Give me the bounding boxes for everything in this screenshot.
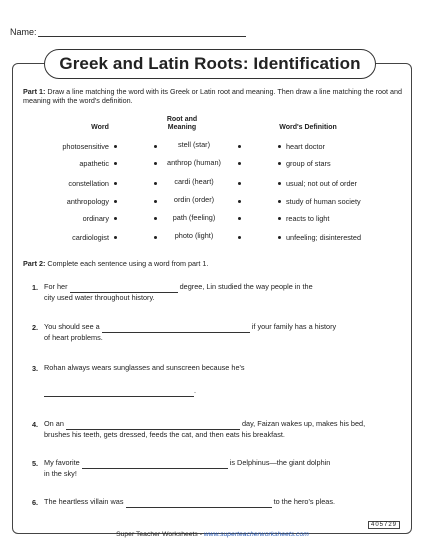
question-text: brushes his teeth, gets dressed, feeds the cat, and then eats his breakfast. <box>44 430 285 439</box>
part1-label: Part 1: <box>23 87 46 96</box>
question-5 <box>44 458 404 479</box>
part2-instructions-text: Complete each sentence using a word from part 1. <box>47 259 209 268</box>
question-text: of heart problems. <box>44 333 103 342</box>
word-item: apathetic <box>79 159 109 168</box>
question-number: 2. <box>32 323 39 332</box>
part1-instructions-text: Draw a line matching the word with its Greek or Latin root and meaning. Then draw a line matching the root and meaning with the word's definition. <box>23 87 403 106</box>
definition-item: unfeeling; disinterested <box>286 233 362 242</box>
question-number: 5. <box>32 459 39 468</box>
question-text: if your family has a history <box>251 322 337 331</box>
name-label: Name: <box>10 27 37 37</box>
answer-blank[interactable] <box>70 282 178 293</box>
word-item: constellation <box>68 179 109 188</box>
answer-blank[interactable] <box>102 322 250 333</box>
header-definition: Word's Definition <box>279 124 337 131</box>
answer-blank[interactable] <box>66 419 240 430</box>
part2-instructions <box>23 259 403 268</box>
question-number: 4. <box>32 420 39 429</box>
answer-blank[interactable] <box>126 497 272 508</box>
worksheet-code: 405729 <box>368 521 400 529</box>
question-text: in the sky! <box>44 469 77 478</box>
footer-brand: Super Teacher Worksheets - <box>116 531 204 538</box>
word-item: ordinary <box>82 214 109 223</box>
title-banner <box>44 49 376 79</box>
question-3 <box>44 363 404 373</box>
definition-item: usual; not out of order <box>286 179 357 188</box>
question-text: is Delphinus—the giant dolphin <box>229 458 331 467</box>
question-text: On an <box>44 419 64 428</box>
header-root: Root and Meaning <box>166 116 198 131</box>
word-item: cardiologist <box>72 233 109 242</box>
question-1 <box>44 282 404 303</box>
question-text: city used water throughout history. <box>44 293 155 302</box>
question-4 <box>44 419 409 440</box>
question-text: My favorite <box>44 458 80 467</box>
footer <box>0 531 425 538</box>
definition-item: heart doctor <box>286 142 325 151</box>
question-3-answer <box>44 386 196 397</box>
question-text: For her <box>44 282 68 291</box>
question-text: . <box>194 386 197 395</box>
question-text: to the hero's pleas. <box>273 497 335 506</box>
question-text: day, Faizan wakes up, makes his bed, <box>241 419 366 428</box>
definition-item: study of human society <box>286 197 361 206</box>
root-item: cardi (heart) <box>174 177 214 186</box>
question-6 <box>44 497 404 508</box>
definition-item: reacts to light <box>286 214 330 223</box>
definition-item: group of stars <box>286 159 331 168</box>
header-word: Word <box>91 124 109 131</box>
part1-instructions <box>23 87 403 106</box>
answer-blank[interactable] <box>44 386 197 397</box>
part2-label: Part 2: <box>23 259 46 268</box>
question-number: 6. <box>32 498 39 507</box>
root-item: stell (star) <box>177 140 211 149</box>
page-title: Greek and Latin Roots: Identification <box>59 54 361 73</box>
answer-blank[interactable] <box>82 458 228 469</box>
root-item: path (feeling) <box>172 213 216 222</box>
root-item: ordin (order) <box>173 195 215 204</box>
word-item: anthropology <box>66 197 109 206</box>
question-text: The heartless villain was <box>44 497 124 506</box>
question-text: Rohan always wears sunglasses and sunscreen because he's <box>44 363 245 372</box>
name-line <box>38 36 246 37</box>
question-text: degree, Lin studied the way people in the <box>179 282 313 291</box>
footer-url-link[interactable]: www.superteacherworksheets.com <box>203 531 309 538</box>
word-item: photosensitive <box>62 142 109 151</box>
question-2 <box>44 322 404 343</box>
root-item: photo (light) <box>174 231 214 240</box>
root-item: anthrop (human) <box>167 158 221 167</box>
question-number: 1. <box>32 283 39 292</box>
question-number: 3. <box>32 364 39 373</box>
question-text: You should see a <box>44 322 100 331</box>
